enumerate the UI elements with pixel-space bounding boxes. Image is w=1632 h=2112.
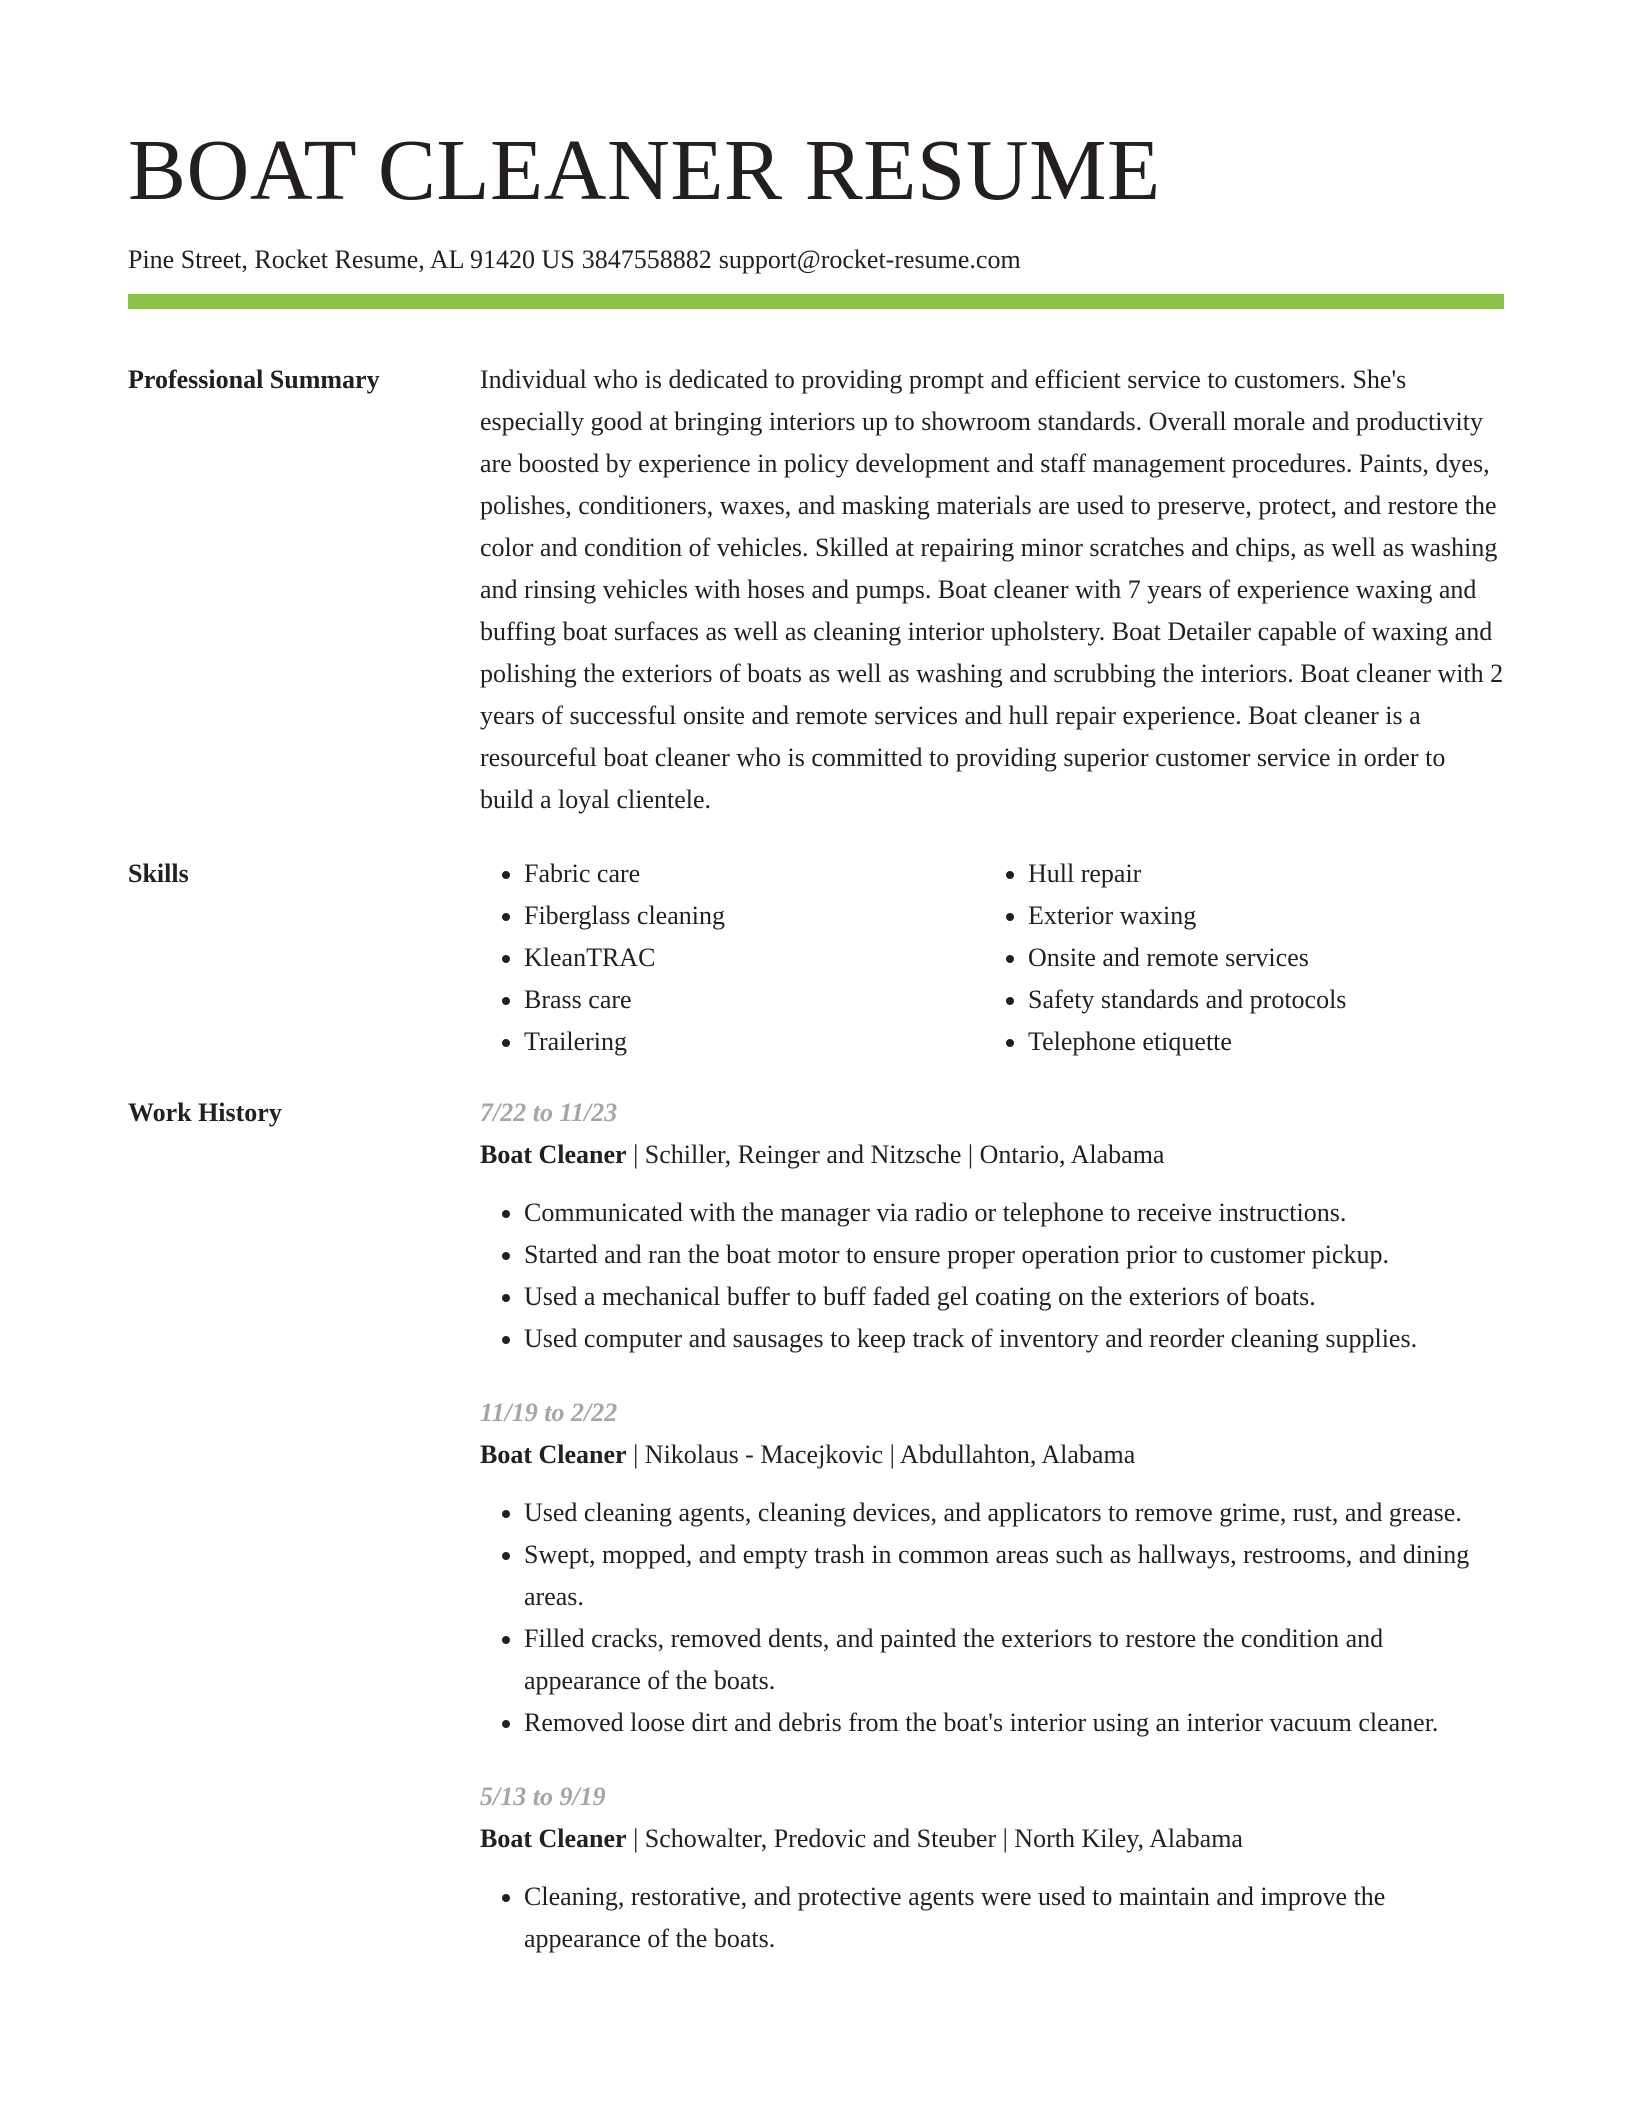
job-duty: • Swept, mopped, and empty trash in common areas such as hallways, restrooms, and dining areas.	[524, 1534, 1504, 1618]
job-duties	[480, 1876, 1504, 1960]
work-history-section	[128, 1092, 1504, 1960]
job-duty: • Cleaning, restorative, and protective agents were used to maintain and improve the appearance of the boats.	[524, 1876, 1504, 1960]
skill-item: • Exterior waxing	[1028, 895, 1488, 937]
skill-item: • Hull repair	[1028, 853, 1488, 895]
contact-email: support@rocket-resume.com	[718, 245, 1021, 274]
job-duties	[480, 1492, 1504, 1744]
skill-item: • Onsite and remote services	[1028, 937, 1488, 979]
job-duty: • Used computer and sausages to keep track of inventory and reorder cleaning supplies.	[524, 1318, 1504, 1360]
skill-item: • Telephone etiquette	[1028, 1021, 1488, 1063]
resume-page	[128, 0, 1504, 1960]
section-title-summary: Professional Summary	[128, 365, 380, 394]
job-entry	[480, 1776, 1504, 1960]
section-title-work-history: Work History	[128, 1098, 282, 1127]
skills-list-left	[480, 853, 984, 1063]
resume-title: BOAT CLEANER RESUME	[128, 121, 1161, 218]
job-entry	[480, 1392, 1504, 1744]
job-employer-location: | Schiller, Reinger and Nitzsche | Ontario, Alabama	[633, 1140, 1165, 1169]
job-duty: • Removed loose dirt and debris from the boat's interior using an interior vacuum cleaner.	[524, 1702, 1504, 1744]
job-dates: 5/13 to 9/19	[480, 1782, 606, 1811]
job-duty: • Used a mechanical buffer to buff faded gel coating on the exteriors of boats.	[524, 1276, 1504, 1318]
work-history-body	[480, 1092, 1504, 1960]
contact-address: Pine Street, Rocket Resume, AL 91420 US	[128, 245, 575, 274]
job-position: Boat Cleaner	[480, 1824, 627, 1853]
job-employer-location: | Nikolaus - Macejkovic | Abdullahton, Alabama	[633, 1440, 1136, 1469]
professional-summary-section	[128, 359, 1504, 821]
job-duties	[480, 1192, 1504, 1360]
job-duty: • Communicated with the manager via radio or telephone to receive instructions.	[524, 1192, 1504, 1234]
job-title-line	[480, 1134, 1504, 1176]
skills-body	[480, 853, 1504, 1063]
skill-item: • Trailering	[524, 1021, 984, 1063]
job-duty: • Started and ran the boat motor to ensure proper operation prior to customer pickup.	[524, 1234, 1504, 1276]
job-title-line	[480, 1434, 1504, 1476]
skills-list-right	[984, 853, 1488, 1063]
skill-item: • Fiberglass cleaning	[524, 895, 984, 937]
job-dates: 11/19 to 2/22	[480, 1398, 618, 1427]
skills-section	[128, 853, 1504, 1063]
summary-body	[480, 359, 1504, 821]
job-title-line	[480, 1818, 1504, 1860]
job-entry	[480, 1092, 1504, 1360]
job-dates: 7/22 to 11/23	[480, 1098, 618, 1127]
summary-text: Individual who is dedicated to providing prompt and efficient service to customers. She's especially good at bringing interiors up to showroom standards. Overall morale and productivity are boosted by experience in policy development and staff management procedures. Paints, dyes, polishes, conditioners, waxes, and masking materials are used to preserve, protect, and restore the color and condition of vehicles. Skilled at repairing minor scratches and chips, as well as washing and rinsing vehicles with hoses and pumps. Boat cleaner with 7 years of experience waxing and buffing boat surfaces as well as cleaning interior upholstery. Boat Detailer capable of waxing and polishing the exteriors of boats as well as washing and scrubbing the interiors. Boat cleaner with 2 years of successful onsite and remote services and hull repair experience. Boat cleaner is a resourceful boat cleaner who is committed to providing superior customer service in order to build a loyal clientele.	[480, 365, 1504, 814]
job-employer-location: | Schowalter, Predovic and Steuber | North Kiley, Alabama	[633, 1824, 1243, 1853]
job-duty: • Filled cracks, removed dents, and painted the exteriors to restore the condition and appearance of the boats.	[524, 1618, 1504, 1702]
skill-item: • Brass care	[524, 979, 984, 1021]
job-position: Boat Cleaner	[480, 1140, 627, 1169]
skills-columns	[480, 853, 1504, 1063]
skill-item: • Safety standards and protocols	[1028, 979, 1488, 1021]
contact-phone: 3847558882	[581, 245, 712, 274]
header-divider	[128, 294, 1504, 309]
contact-line	[128, 242, 1504, 278]
skill-item: • Fabric care	[524, 853, 984, 895]
job-position: Boat Cleaner	[480, 1440, 627, 1469]
job-duty: • Used cleaning agents, cleaning devices, and applicators to remove grime, rust, and grease.	[524, 1492, 1504, 1534]
section-title-skills: Skills	[128, 859, 189, 888]
skill-item: • KleanTRAC	[524, 937, 984, 979]
